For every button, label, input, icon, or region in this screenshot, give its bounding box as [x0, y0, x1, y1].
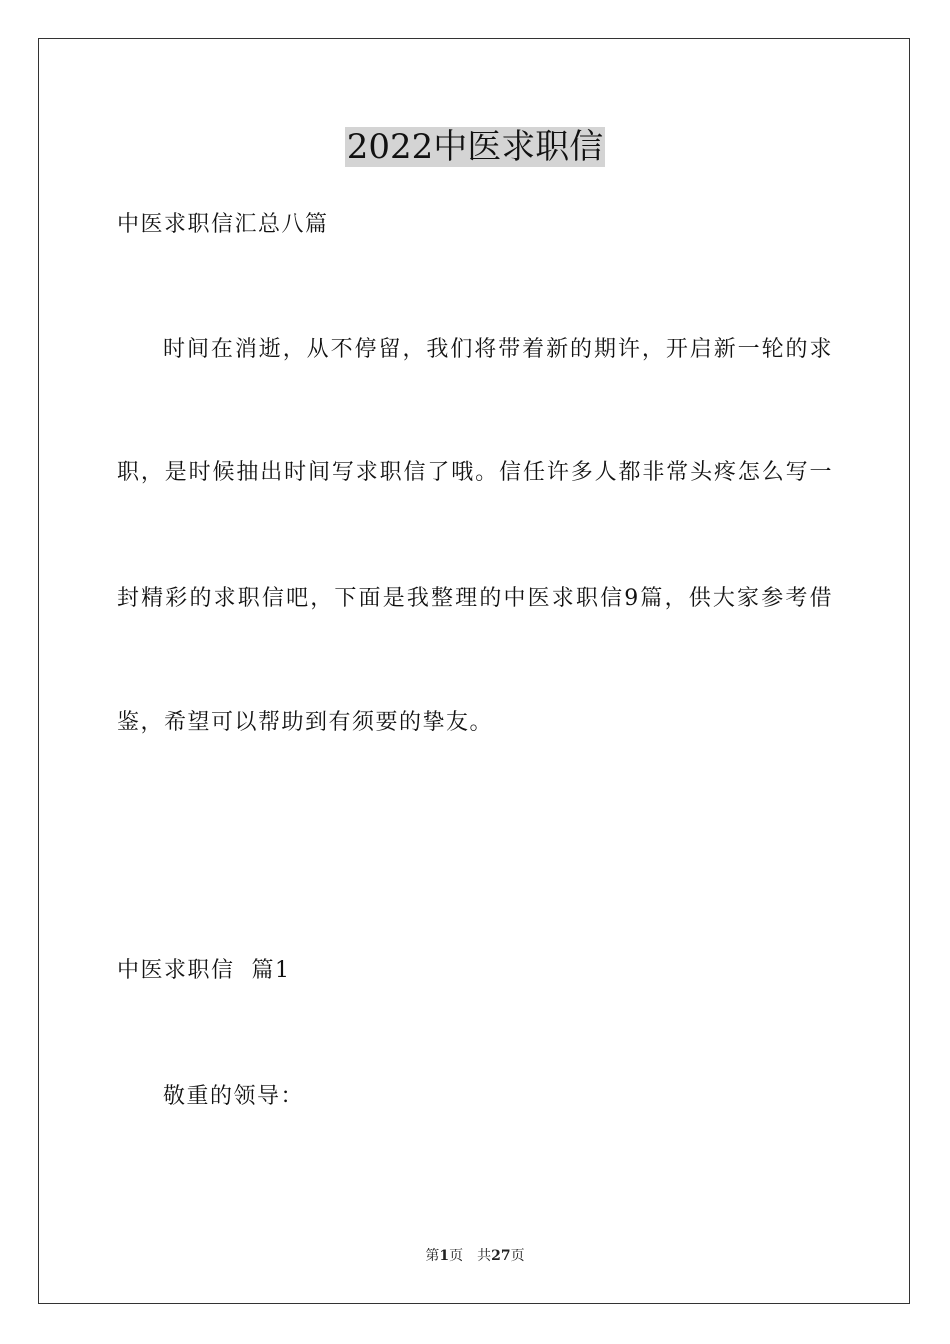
- footer-total-pages: 27: [491, 1248, 511, 1264]
- intro-paragraph-line-2: 职，是时候抽出时间写求职信了哦。信任许多人都非常头疼怎么写一: [117, 460, 833, 485]
- footer-page-prefix: 第: [425, 1248, 440, 1264]
- title-container: [0, 127, 950, 167]
- footer-page-suffix: 页: [449, 1248, 464, 1264]
- page-footer: [0, 1247, 950, 1265]
- document-title: 2022中医求职信: [346, 127, 604, 167]
- intro-paragraph-line-4: 鉴，希望可以帮助到有须要的挚友。: [117, 710, 494, 735]
- intro-paragraph-line-1: 时间在消逝，从不停留，我们将带着新的期许，开启新一轮的求: [163, 337, 833, 362]
- footer-total-suffix: 页: [510, 1248, 525, 1264]
- footer-total-prefix: 共: [477, 1248, 492, 1264]
- footer-page-number: 1: [439, 1248, 450, 1264]
- intro-paragraph-line-3: 封精彩的求职信吧，下面是我整理的中医求职信9篇，供大家参考借: [117, 586, 833, 611]
- document-subtitle: 中医求职信汇总八篇: [117, 212, 329, 237]
- salutation: 敬重的领导：: [163, 1084, 305, 1109]
- section-heading: 中医求职信 篇1: [117, 958, 291, 983]
